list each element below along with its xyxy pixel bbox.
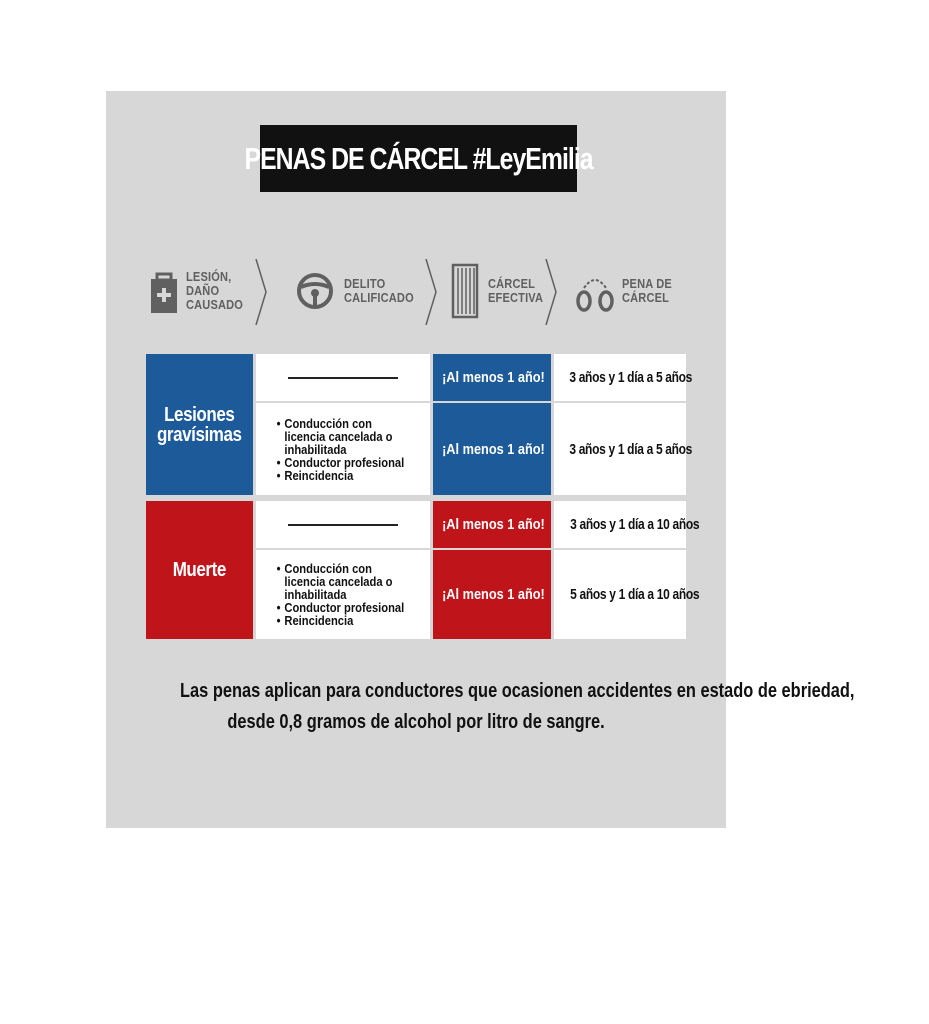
delito-cell <box>254 549 431 639</box>
empty-dash <box>288 377 398 379</box>
legend-item-delito <box>296 251 426 331</box>
handcuffs-icon <box>576 268 614 314</box>
efectiva-value: ¡Al menos 1 año! <box>441 516 545 533</box>
pena-cell <box>552 501 699 549</box>
pena-value: 3 años y 1 día a 10 años <box>569 516 699 533</box>
jail-bars-icon <box>452 264 478 318</box>
category-cell-muerte <box>146 501 254 639</box>
footnote-line: desde 0,8 gramos de alcohol por litro de sangre. <box>227 711 605 733</box>
chevron-right-icon <box>254 257 268 327</box>
pena-value: 3 años y 1 día a 5 años <box>568 369 692 386</box>
list-item: • Conductor profesional <box>276 456 405 469</box>
list-item: • Reincidencia <box>276 614 405 627</box>
legend-label: DELITO CALIFICADO <box>344 276 414 305</box>
category-label: Lesiones gravísimas <box>156 403 242 446</box>
empty-dash <box>288 524 398 526</box>
legend-item-carcel <box>452 251 553 331</box>
pena-cell <box>552 549 699 639</box>
efectiva-value: ¡Al menos 1 año! <box>441 586 545 603</box>
efectiva-cell <box>431 501 552 549</box>
efectiva-cell <box>431 354 552 402</box>
delito-cell <box>254 354 431 402</box>
category-cell-lesiones <box>146 354 254 495</box>
legend-item-pena <box>576 251 681 331</box>
legend-label: PENA DE CÁRCEL <box>622 276 672 305</box>
table-row <box>146 501 686 549</box>
first-aid-kit-icon <box>150 268 178 314</box>
infographic-panel <box>106 91 855 828</box>
table-row <box>146 354 686 402</box>
legend-row <box>106 251 726 331</box>
pena-cell <box>552 402 692 495</box>
list-item: • Conductor profesional <box>276 601 405 614</box>
list-item: • Reincidencia <box>276 469 405 482</box>
delito-list <box>256 562 406 627</box>
steering-wheel-icon <box>296 272 334 310</box>
footnote-line: Las penas aplican para conductores que ocasionen accidentes en estado de ebriedad, <box>180 680 855 702</box>
delito-cell <box>254 402 431 495</box>
pena-value: 3 años y 1 día a 5 años <box>568 440 692 458</box>
delito-list <box>256 417 406 482</box>
legend-label: LESIÓN, DAÑO CAUSADO <box>186 269 244 312</box>
list-item: • Conducción con licencia cancelada o inhabilitada <box>276 562 405 601</box>
legend-label: CÁRCEL EFECTIVA <box>488 276 544 305</box>
list-item: • Conducción con licencia cancelada o inhabilitada <box>276 417 405 456</box>
page-title: PENAS DE CÁRCEL #LeyEmilia <box>244 140 593 176</box>
delito-cell <box>254 501 431 549</box>
efectiva-value: ¡Al menos 1 año! <box>441 369 545 386</box>
chevron-right-icon <box>544 257 558 327</box>
pena-cell <box>552 354 692 402</box>
legend-item-lesion <box>150 251 253 331</box>
title-banner <box>244 125 593 192</box>
efectiva-cell <box>431 402 552 495</box>
penalty-table <box>146 354 699 639</box>
footnote <box>106 676 855 738</box>
efectiva-cell <box>431 549 552 639</box>
efectiva-value: ¡Al menos 1 año! <box>441 440 545 458</box>
chevron-right-icon <box>424 257 438 327</box>
pena-value: 5 años y 1 día a 10 años <box>569 586 699 603</box>
category-label: Muerte <box>172 559 226 581</box>
